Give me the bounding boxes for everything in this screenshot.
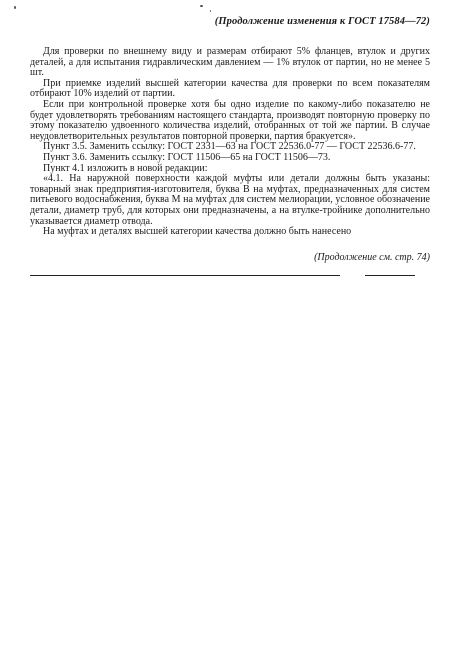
footer-rule-right [365, 275, 415, 276]
document-body [30, 47, 430, 238]
scan-speck [14, 6, 16, 9]
scan-speck [210, 10, 211, 12]
paragraph-item-3-6: Пункт 3.6. Заменить ссылку: ГОСТ 11506—65 на ГОСТ 11506—73. [43, 151, 331, 163]
paragraph-marking: На муфтах и деталях высшей категории качества должно быть нанесено [43, 226, 352, 238]
continuation-header: (Продолжение изменения к ГОСТ 17584—72) [214, 16, 430, 27]
paragraph-item-4-1-intro: Пункт 4.1 изложить в новой редакции: [43, 162, 208, 174]
scan-speck [200, 5, 203, 7]
continued-note: (Продолжение см. стр. 74) [314, 252, 430, 263]
paragraph-item-3-5: Пункт 3.5. Заменить ссылку: ГОСТ 2331—63 на ГОСТ 22536.0-77 — ГОСТ 22536.6-77. [43, 141, 416, 153]
paragraph-recheck: Если при контрольной проверке хотя бы одно изделие по какому-либо показателю не будет удовлетворять требованиям настоящего стандарта, производят повторную проверку по этому показателю удвоенного количества изделий, отобранных от той же партии. В случае неудовлетворительных результатов повторной проверки, партия бракуется». [30, 98, 430, 142]
paragraph-acceptance: При приемке изделий высшей категории качества для проверки по всем показателям отбирают 10% изделий от партии. [30, 77, 430, 100]
paragraph-sampling: Для проверки по внешнему виду и размерам отбирают 5% фланцев, втулок и других деталей, а для испытания гидравлическим давлением — 1% втулок от партии, но не менее 5 шт. [30, 46, 430, 79]
footer-rule-left [30, 275, 340, 276]
paragraph-item-4-1: «4.1. На наружной поверхности каждой муфты или детали должны быть указаны: товарный знак предприятия-изготовителя, буква В на муфтах, предназначенных для систем питьевого водоснабжения, буква М на муфтах для систем мелиорации, условное обозначение детали, диаметр труб, для которых они предназначены, а на втулке-тройнике дополнительно указывается диаметр отвода. [30, 173, 430, 227]
